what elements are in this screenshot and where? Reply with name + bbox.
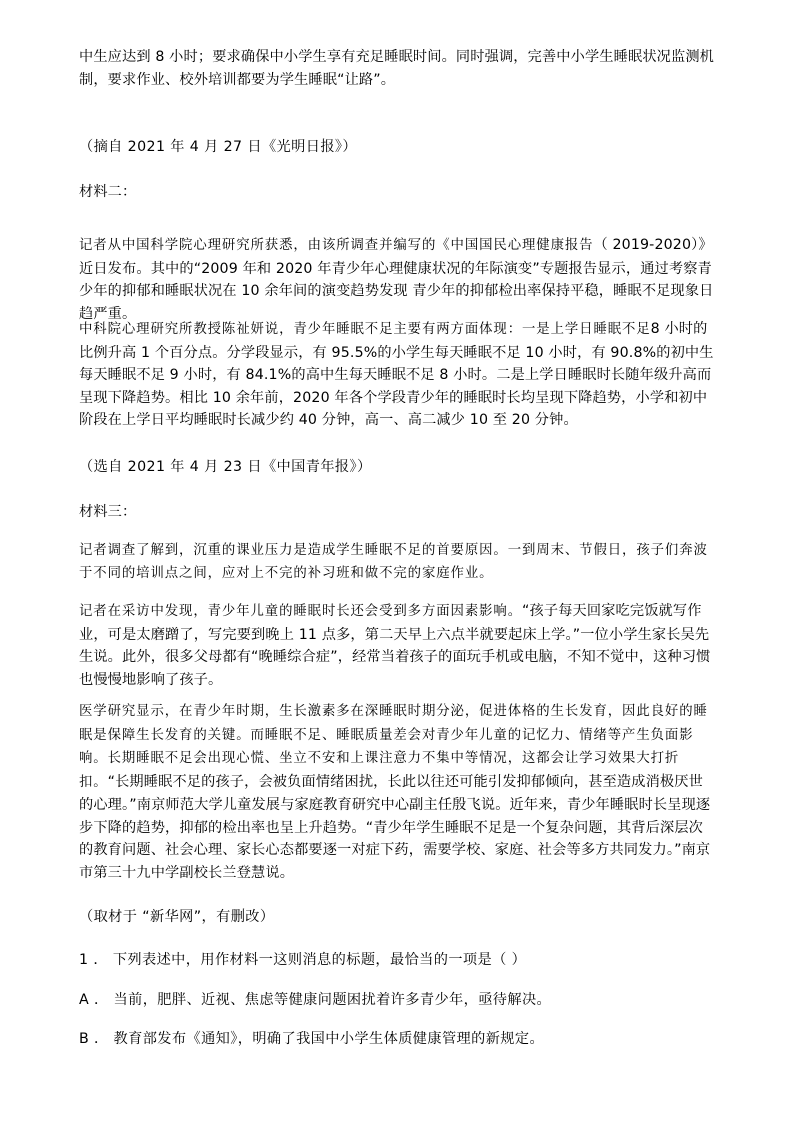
- material-3-paragraph-2: [79, 600, 717, 691]
- material-2-paragraph-1-body: （ 2019-2020）》近日发布。其中的“2009 年和 2020 年青少年心理健康状况的年际演变”专题报告显示，通过考察青少年的抑郁和睡眠状况在 10 余年间的演变趋势发现 青少年的抑郁检出率保持平稳，睡眠不足现象日趋严重。: [79, 237, 714, 322]
- source-citation-3: （取材于 “新华网”，有删改）: [79, 909, 275, 925]
- intro-paragraph-end: 中生应达到 8 小时；要求确保中小学生享有充足睡眠时间。同时强调，完善中小学生睡眠状况监测机制，要求作业、校外培训都要为学生睡眠“让路”。: [79, 49, 715, 88]
- material-3-paragraph-3-body: “长期睡眠不足的孩子，会被负面情绪困扰，长此以往还可能引发抑郁倾向，甚至造成消极厌世的心理。”南京师范大学儿童发展与家庭教育研究中心副主任殷飞说。近年来，青少年睡眠时长呈现逐步下降的趋势，抑郁的检出率也呈上升趋势。“青少年学生睡眠不足是一个复杂问题，其背后深层次的教育问题、社会心理、家长心态都要逐一对症下药，需要学校、家庭、社会等多方共同发力。”南京市第三十九中学副校长兰登慧说。: [79, 773, 711, 881]
- material-3-paragraph-3: [79, 700, 717, 884]
- material-2-paragraph-2: [79, 318, 717, 432]
- source-citation-2: （选自 2021 年 4 月 23 日《中国青年报》）: [79, 459, 372, 475]
- question-1-option-a: A ． 当前，肥胖、近视、焦虑等健康问题困扰着许多青少年，亟待解决。: [79, 992, 552, 1008]
- material-3-paragraph-2-lead: 记者在采访中发现，青少年儿童的睡眠时长还会受到多方面因素影响。: [79, 604, 523, 619]
- material-2-paragraph-2-body: 8 小时的比例升高 1 个百分点。分学段显示，有 95.5%的小学生每天睡眠不足 10 小时，有 90.8%的初中生每天睡眠不足 9 小时，有 84.1%的高中生每天睡眠不足 8 小时。二是上学日睡眠时长随年级升高而呈现下降趋势。相比 10 余年前，2020 年各个学段青少年的睡眠时长均呈现下降趋势，小学和初中阶段在上学日平均睡眠时长减少约 40 分钟，高一、高二减少 10 至 20 分钟。: [79, 321, 714, 428]
- source-citation-1: （摘自 2021 年 4 月 27 日《光明日报》）: [79, 139, 357, 155]
- material-3-heading: 材料三：: [79, 504, 137, 520]
- material-3-paragraph-1: 记者调查了解到，沉重的课业压力是造成学生睡眠不足的首要原因。一到周末、节假日，孩子们奔波于不同的培训点之间，应对上不完的补习班和做不完的家庭作业。: [79, 543, 708, 581]
- material-2-paragraph-1-lead: 记者从中国科学院心理研究所获悉，由该所调查并编写的《中国国民心理健康报告: [79, 238, 594, 253]
- question-1: 1 ． 下列表述中，用作材料一这则消息的标题，最恰当的一项是（ ）: [79, 952, 527, 968]
- material-2-heading: 材料二：: [79, 184, 137, 200]
- material-2-paragraph-2-lead: 中科院心理研究所教授陈祉妍说，青少年睡眠不足主要有两方面体现：一是上学日睡眠不足: [79, 322, 651, 337]
- material-3-paragraph-2-body: “孩子每天回家吃完饭就写作业，可是太磨蹭了，写完要到晚上 11 点多，第二天早上六点半就要起床上学。”一位小学生家长吴先生说。此外，很多父母都有“晚睡综合症”，经常当着孩子的面玩手机或电脑，不知不觉中，这种习惯也慢慢地影响了孩子。: [79, 603, 711, 688]
- material-3-paragraph-3-lead: 医学研究显示，在青少年时期，生长激素多在深睡眠时期分泌，促进体格的生长发育，因此良好的睡眠是保障生长发育的关键。而睡眠不足、睡眠质量差会对青少年儿童的记忆力、情绪等产生负面影响。长期睡眠不足会出现心慌、坐立不安和上课注意力不集中等情况，这都会让学习效果大打折扣。: [79, 704, 708, 790]
- material-2-paragraph-1: [79, 234, 717, 325]
- question-1-option-b: B ． 教育部发布《通知》，明确了我国中小学生体质健康管理的新规定。: [79, 1031, 545, 1047]
